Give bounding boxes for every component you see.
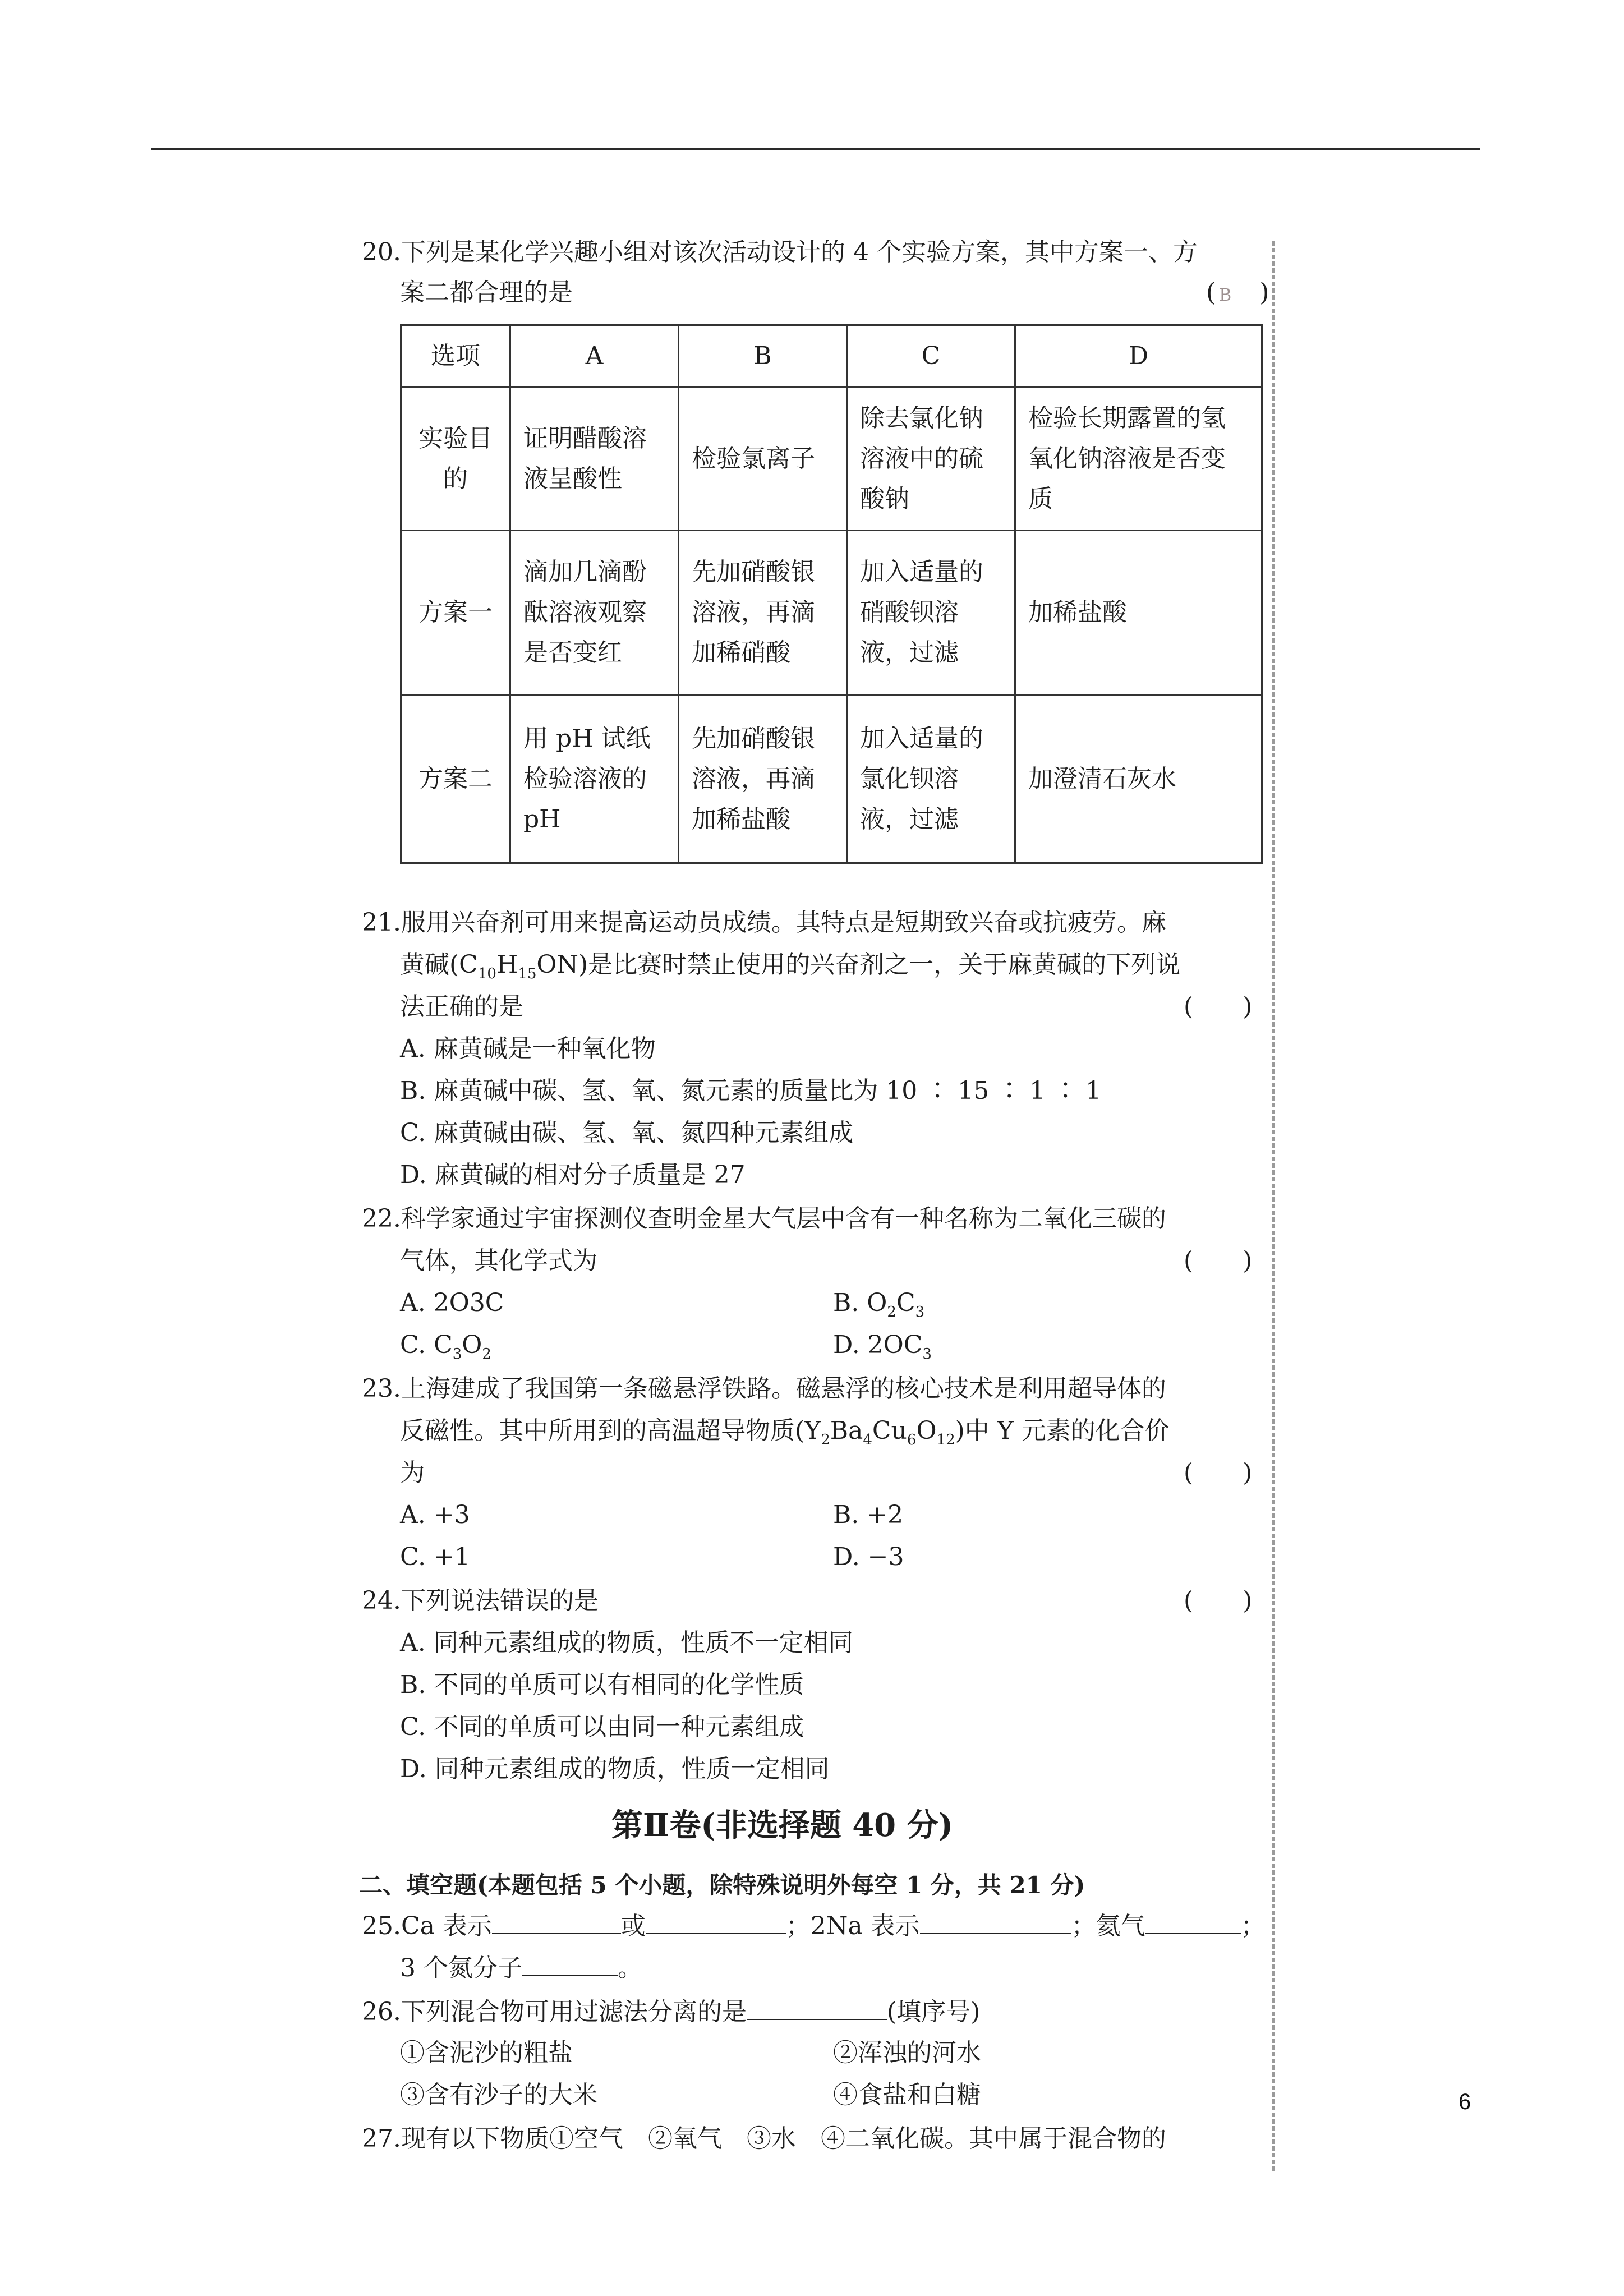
q25-blank-3[interactable] [920, 1908, 1071, 1934]
q20-experiment-table [400, 324, 1263, 864]
table-cell: 检验氯离子 [679, 388, 847, 531]
q23-option-a: A. +3 [400, 1501, 470, 1529]
q23-option-c: C. +1 [400, 1543, 470, 1571]
table-row [401, 531, 1262, 695]
q26-option-1: ①含泥沙的粗盐 [400, 2039, 573, 2067]
q24-option-d: D. 同种元素组成的物质，性质一定相同 [400, 1755, 830, 1783]
table-header-cell: B [679, 325, 847, 388]
table-header-cell: C [847, 325, 1015, 388]
table-cell: 用 pH 试纸检验溶液的 pH [510, 695, 679, 863]
q24-option-b: B. 不同的单质可以有相同的化学性质 [400, 1671, 804, 1699]
top-rule [151, 148, 1480, 150]
table-cell: 除去氯化钠溶液中的硫酸钠 [847, 388, 1015, 531]
q23-stem-line3: 为 [400, 1458, 425, 1487]
q23-answer-paren: ( ) [1184, 1458, 1253, 1487]
q26-blank[interactable] [747, 1994, 887, 2020]
q21-option-c: C. 麻黄碱由碳、氢、氧、氮四种元素组成 [400, 1119, 854, 1147]
section-title: 第Ⅱ卷(非选择题 40 分) [611, 1807, 954, 1844]
q23-stem-line1: 23.上海建成了我国第一条磁悬浮铁路。磁悬浮的核心技术是利用超导体的 [362, 1374, 1166, 1403]
q21-stem-line1: 21.服用兴奋剂可用来提高运动员成绩。其特点是短期致兴奋或抗疲劳。麻 [362, 908, 1166, 937]
table-cell: 滴加几滴酚酞溶液观察是否变红 [510, 531, 679, 695]
section-heading: 二、填空题(本题包括 5 个小题，除特殊说明外每空 1 分，共 21 分) [359, 1871, 1085, 1899]
q23-stem-line2: 反磁性。其中所用到的高温超导物质$(Y_2Ba_4Cu_6O_{12})$中 Y 元素的化合价 [400, 1416, 1170, 1448]
q24-option-c: C. 不同的单质可以由同一种元素组成 [400, 1713, 804, 1741]
q21-answer-paren: ( ) [1184, 992, 1253, 1021]
q20-stem-line1: 20.下列是某化学兴趣小组对该次活动设计的 4 个实验方案，其中方案一、方 [362, 238, 1198, 266]
page-number: 6 [1459, 2090, 1471, 2114]
table-header-cell: A [510, 325, 679, 388]
q25-blank-5[interactable] [522, 1950, 618, 1976]
q22-option-b: B. $O_2C_3$ [833, 1289, 925, 1320]
q22-stem-line2: 气体，其化学式为 [400, 1246, 597, 1275]
q21-option-b: B. 麻黄碱中碳、氢、氧、氮元素的质量比为 10 ∶ 15 ∶ 1 ∶ 1 [400, 1076, 1102, 1105]
table-cell: 先加硝酸银溶液，再滴加稀盐酸 [679, 695, 847, 863]
q25-blank-2[interactable] [646, 1908, 786, 1934]
q25-blank-1[interactable] [492, 1908, 621, 1934]
row-label: 实验目的 [401, 388, 510, 531]
q21-option-a: A. 麻黄碱是一种氧化物 [400, 1034, 656, 1063]
table-cell: 先加硝酸银溶液，再滴加稀硝酸 [679, 531, 847, 695]
q22-option-d: D. $2OC_3$ [833, 1331, 932, 1363]
table-header-row [401, 325, 1262, 388]
q23-option-d: D. −3 [833, 1543, 904, 1571]
table-cell: 加入适量的氯化钡溶液，过滤 [847, 695, 1015, 863]
q26-stem: 26.下列混合物可用过滤法分离的是 (填序号) [362, 1994, 980, 2029]
q26-option-2: ②浑浊的河水 [833, 2039, 981, 2067]
table-row [401, 695, 1262, 863]
q21-stem-line2: 黄碱$(C_{10}H_{15}ON)$是比赛时禁止使用的兴奋剂之一，关于麻黄碱的下列说 [400, 950, 1181, 982]
q22-option-c: C. $C_3O_2$ [400, 1331, 491, 1363]
q20-handwritten-answer: B [1219, 286, 1232, 305]
q25-line1: 25.Ca 表示 或 ；2Na 表示 ；氦气 ； [362, 1908, 1266, 1943]
table-cell: 加入适量的硝酸钡溶液，过滤 [847, 531, 1015, 695]
binding-dashed-line [1272, 241, 1275, 2171]
table-row [401, 388, 1262, 531]
row-label: 方案一 [401, 531, 510, 695]
q21-option-d: D. 麻黄碱的相对分子质量是 27 [400, 1161, 746, 1189]
q25-line2: 3 个氮分子 。 [400, 1950, 642, 1985]
q22-option-a: A. 2O3C [400, 1289, 504, 1317]
q27-stem: 27.现有以下物质①空气 ②氧气 ③水 ④二氧化碳。其中属于混合物的 [362, 2124, 1166, 2153]
q20-answer-paren: ( B ) [1206, 278, 1269, 307]
q22-stem-line1: 22.科学家通过宇宙探测仪查明金星大气层中含有一种名称为二氧化三碳的 [362, 1204, 1166, 1233]
q22-answer-paren: ( ) [1184, 1246, 1253, 1275]
table-header-cell: 选项 [401, 325, 510, 388]
q24-answer-paren: ( ) [1184, 1586, 1253, 1615]
q24-stem: 24.下列说法错误的是 [362, 1586, 599, 1615]
table-cell: 加稀盐酸 [1015, 531, 1262, 695]
row-label: 方案二 [401, 695, 510, 863]
q24-option-a: A. 同种元素组成的物质，性质不一定相同 [400, 1628, 853, 1657]
q26-option-3: ③含有沙子的大米 [400, 2081, 597, 2109]
table-cell: 证明醋酸溶液呈酸性 [510, 388, 679, 531]
q23-option-b: B. +2 [833, 1501, 904, 1529]
q26-option-4: ④食盐和白糖 [833, 2081, 981, 2109]
table-header-cell: D [1015, 325, 1262, 388]
q25-blank-4[interactable] [1145, 1908, 1241, 1934]
table-cell: 加澄清石灰水 [1015, 695, 1262, 863]
table-cell: 检验长期露置的氢氧化钠溶液是否变质 [1015, 388, 1262, 531]
q20-stem-line2: 案二都合理的是 [400, 278, 573, 307]
q21-stem-line3: 法正确的是 [400, 992, 523, 1021]
